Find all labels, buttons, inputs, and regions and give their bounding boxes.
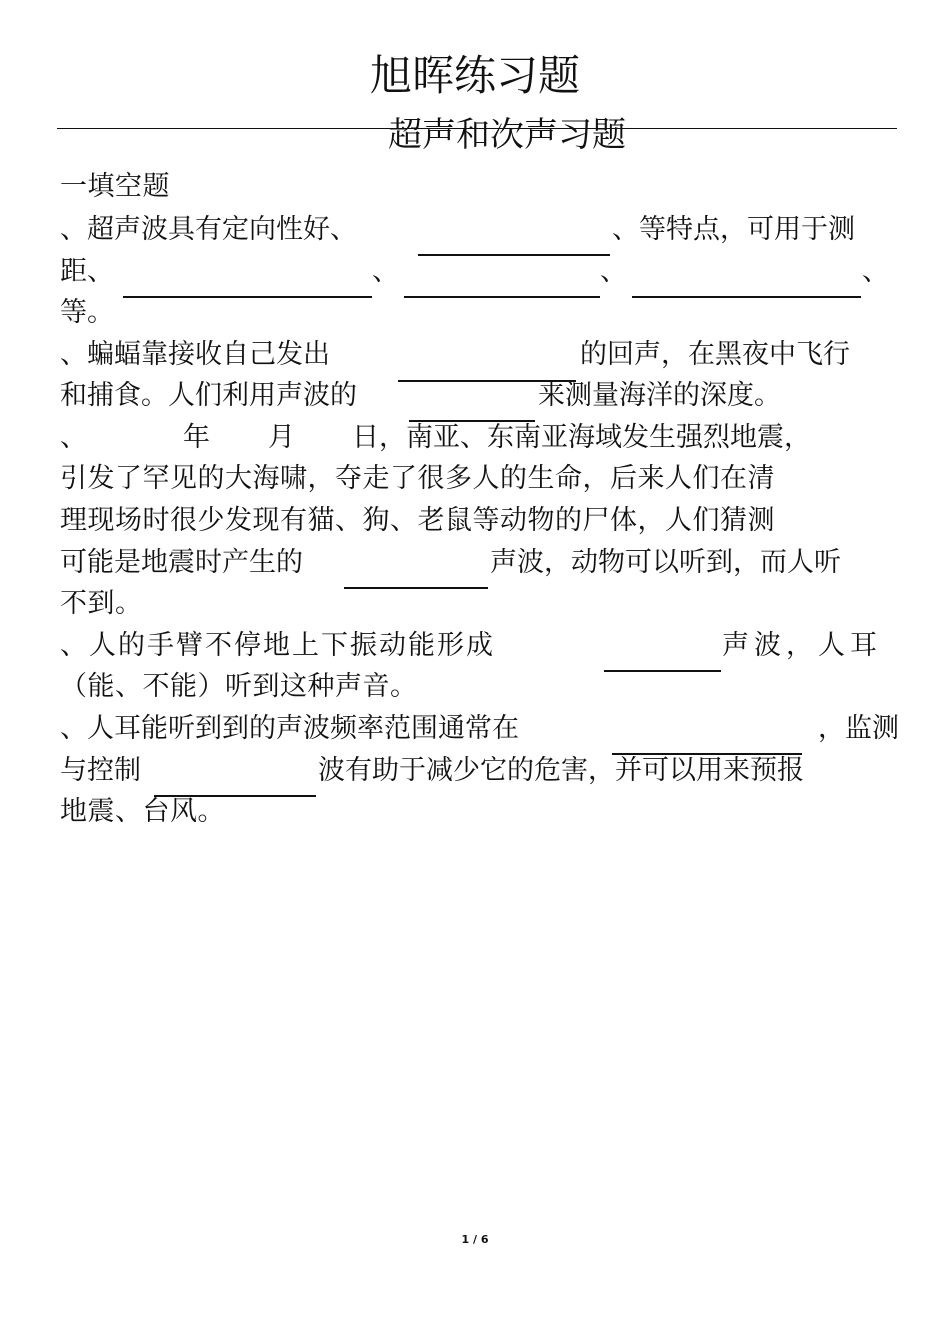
q2-text-1a: 、蝙蝠靠接收自己发出 bbox=[60, 339, 330, 370]
q2-text-1b: 的回声，在黑夜中飞行 bbox=[580, 339, 850, 370]
q5-text-2a: 与控制 bbox=[60, 755, 141, 786]
q2-text-2b: 来测量海洋的深度。 bbox=[538, 380, 781, 411]
q3-text-1d: 日，南亚、东南亚海域发生强烈地震， bbox=[352, 422, 811, 453]
q5-text-1b: ，监测 bbox=[818, 713, 899, 744]
q3-text-3: 理现场时很少发现有猫、狗、老鼠等动物的尸体，人们猜测 bbox=[60, 505, 775, 536]
q3-text-4a: 可能是地震时产生的 bbox=[60, 547, 303, 578]
q2-text-2a: 和捕食。人们利用声波的 bbox=[60, 380, 357, 411]
q3-text-1b: 年 bbox=[183, 422, 210, 453]
q4-text-2: （能、不能）听到这种声音。 bbox=[60, 671, 418, 702]
q3-text-5: 不到。 bbox=[60, 588, 143, 619]
q1-text-2a: 距、 bbox=[60, 256, 114, 287]
q1-text-1b: 、等特点，可用于测 bbox=[612, 214, 855, 245]
q4-blank-1[interactable] bbox=[604, 670, 721, 672]
q1-blank-1[interactable] bbox=[418, 254, 610, 256]
q1-text-2d: 、 bbox=[862, 256, 889, 287]
document-title: 旭晖练习题 bbox=[369, 51, 580, 100]
q1-text-2b: 、 bbox=[372, 256, 399, 287]
q3-text-1c: 月 bbox=[268, 422, 295, 453]
page-number: 1 / 6 bbox=[461, 1233, 489, 1246]
q1-blank-3[interactable] bbox=[404, 296, 600, 298]
q1-blank-4[interactable] bbox=[632, 296, 861, 298]
section-heading: 一填空题 bbox=[60, 171, 170, 202]
q4-text-1b: 声波，人耳 bbox=[722, 630, 882, 661]
q3-blank-1[interactable] bbox=[344, 587, 488, 589]
q3-text-1a: 、 bbox=[60, 422, 87, 453]
q5-text-3: 地震、台风。 bbox=[60, 796, 225, 827]
q1-text-2c: 、 bbox=[600, 256, 627, 287]
document-subtitle: 超声和次声习题 bbox=[388, 115, 626, 155]
q5-text-2b: 波有助于减少它的危害，并可以用来预报 bbox=[318, 755, 804, 786]
q4-text-1a: 、人的手臂不停地上下振动能形成 bbox=[60, 630, 495, 661]
q3-text-2: 引发了罕见的大海啸，夺走了很多人的生命，后来人们在清 bbox=[60, 463, 775, 494]
q1-blank-2[interactable] bbox=[123, 296, 372, 298]
q3-text-4b: 声波，动物可以听到，而人听 bbox=[490, 547, 841, 578]
q1-text-3: 等。 bbox=[60, 297, 114, 328]
q5-text-1a: 、人耳能听到到的声波频率范围通常在 bbox=[60, 713, 519, 744]
q1-text-1a: 、超声波具有定向性好、 bbox=[60, 214, 357, 245]
